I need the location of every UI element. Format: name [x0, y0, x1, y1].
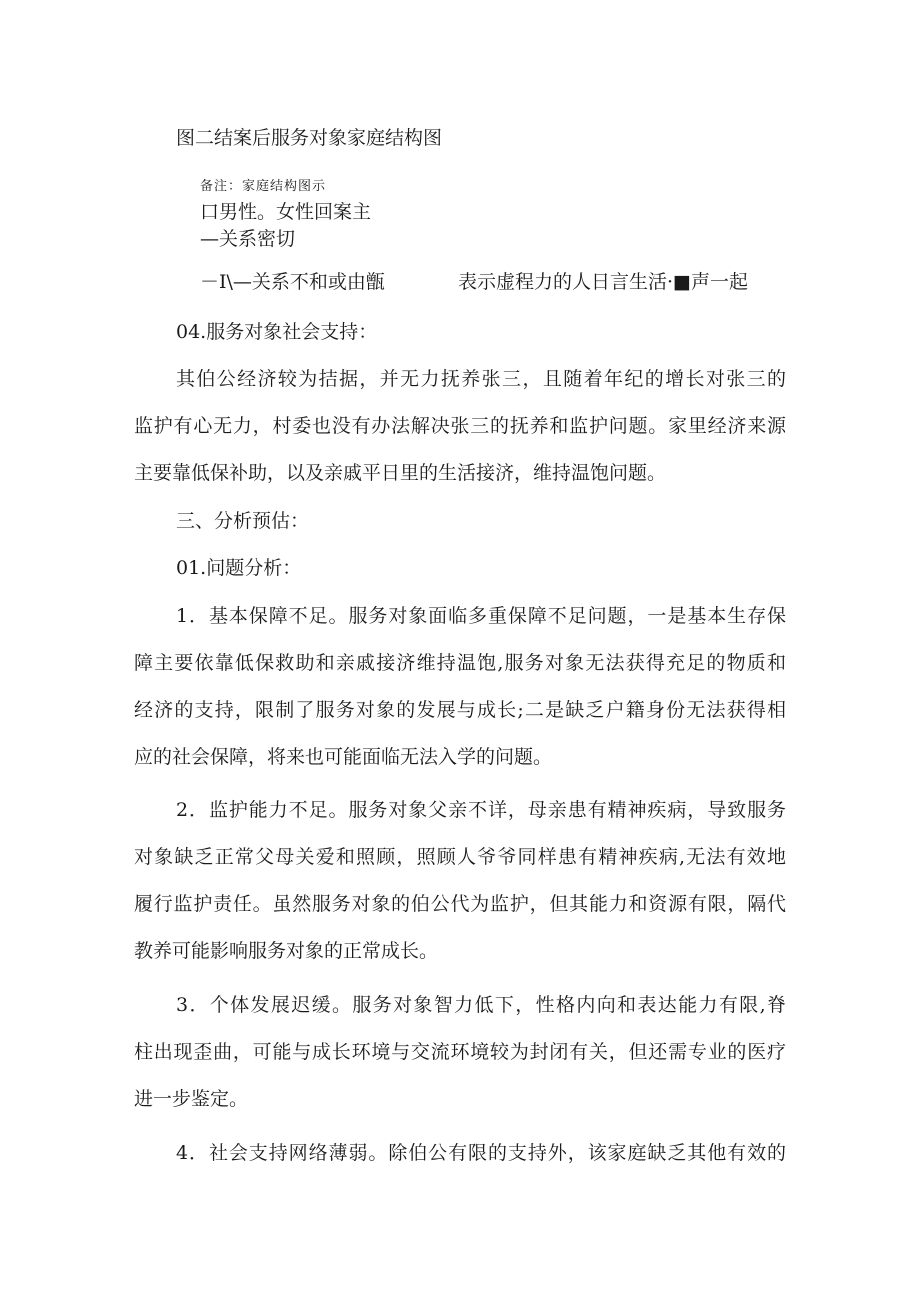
point-1-line: 障主要依靠低保救助和亲戚接济维持温饱,服务对象无法获得充足的物质和	[134, 652, 786, 674]
paragraph-line: 监护有心无力，村委也没有办法解决张三的抚养和监护问题。家里经济来源	[134, 415, 786, 437]
point-2-line: 教养可能影响服务对象的正常成长。	[134, 940, 439, 962]
legend-conflict-relation: －I\—关系不和或由甑	[200, 271, 385, 293]
point-2-line: 2．监护能力不足。服务对象父亲不详，母亲患有精神疾病，导致服务	[176, 799, 786, 821]
point-3-line: 3．个体发展迟缓。服务对象智力低下，性格内向和表达能力有限,脊	[176, 994, 786, 1016]
problem-analysis-heading: 01.问题分析：	[176, 557, 302, 579]
figure-caption: 图二结案后服务对象家庭结构图	[176, 127, 443, 149]
legend-close-relation: —关系密切	[200, 228, 296, 250]
point-2-line: 履行监护责任。虽然服务对象的伯公代为监护，但其能力和资源有限，隔代	[134, 893, 786, 915]
legend-note-title: 备注：家庭结构图示	[200, 179, 327, 194]
section-04-heading: 04.服务对象社会支持：	[176, 321, 378, 343]
point-2-line: 对象缺乏正常父母关爱和照顾，照顾人爷爷同样患有精神疾病,无法有效地	[134, 846, 786, 868]
point-1-line: 1．基本保障不足。服务对象面临多重保障不足问题，一是基本生存保	[176, 605, 786, 627]
paragraph-line: 主要靠低保补助，以及亲戚平日里的生活接济，维持温饱问题。	[134, 462, 667, 484]
point-3-line: 柱出现歪曲，可能与成长环境与交流环境较为封闭有关，但还需专业的医疗	[134, 1041, 786, 1063]
point-3-line: 进一步鉴定。	[134, 1088, 249, 1110]
section-3-heading: 三、分析预估：	[176, 510, 310, 532]
point-1-line: 应的社会保障，将来也可能面临无法入学的问题。	[134, 746, 553, 768]
legend-live-together: 表示虚程力的人日言生活·■声一起	[458, 271, 748, 293]
legend-gender: 口男性。女性回案主	[200, 201, 372, 223]
point-1-line: 经济的支持，限制了服务对象的发展与成长;二是缺乏户籍身份无法获得相	[134, 699, 786, 721]
paragraph-line: 其伯公经济较为拮据，并无力抚养张三，且随着年纪的增长对张三的	[176, 368, 786, 390]
point-4-line: 4．社会支持网络薄弱。除伯公有限的支持外，该家庭缺乏其他有效的	[176, 1142, 786, 1164]
